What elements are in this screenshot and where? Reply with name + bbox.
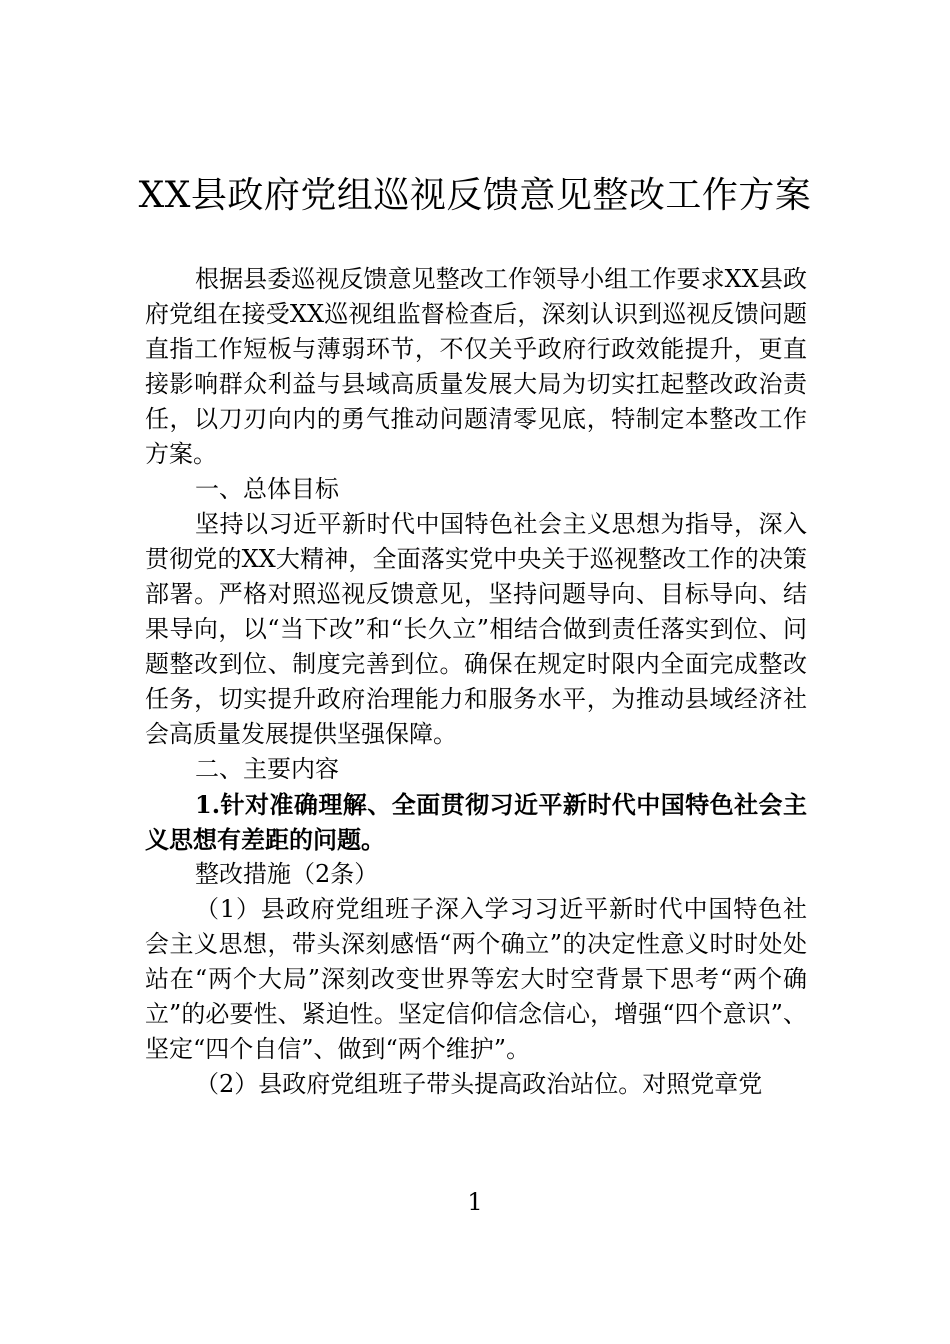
overall-goal-paragraph: 坚持以习近平新时代中国特色社会主义思想为指导，深入贯彻党的XX大精神，全面落实党中央关于巡视整改工作的决策部署。严格对照巡视反馈意见，坚持问题导向、目标导向、结果导向，以“当下改”和“长久立”相结合做到责任落实到位、问题整改到位、制度完善到位。确保在规定时限内全面完成整改任务，切实提升政府治理能力和服务水平，为推动县域经济社会高质量发展提供坚强保障。: [145, 510, 807, 748]
page-number: 1: [467, 1188, 483, 1216]
intro-paragraph: 根据县委巡视反馈意见整改工作领导小组工作要求XX县政府党组在接受XX巡视组监督检查后，深刻认识到巡视反馈问题直指工作短板与薄弱环节，不仅关乎政府行政效能提升，更直接影响群众利益与县域高质量发展大局为切实扛起整改政治责任，以刀刃向内的勇气推动问题清零见底，特制定本整改工作方案。: [145, 265, 807, 468]
document-body: [145, 262, 807, 1102]
section-heading-main-content: 二、主要内容: [195, 755, 339, 783]
issue-1-heading: 1.针对准确理解、全面贯彻习近平新时代中国特色社会主义思想有差距的问题。: [145, 790, 807, 854]
measure-1-paragraph: （1）县政府党组班子深入学习习近平新时代中国特色社会主义思想，带头深刻感悟“两个确立”的决定性意义时时处处站在“两个大局”深刻改变世界等宏大时空背景下思考“两个确立”的必要性、紧迫性。坚定信仰信念信心，增强“四个意识”、坚定“四个自信”、做到“两个维护”。: [145, 895, 807, 1063]
measures-heading: 整改措施（2条）: [195, 860, 379, 888]
section-heading-overall-goal: 一、总体目标: [195, 475, 339, 503]
measure-2-paragraph: （2）县政府党组班子带头提高政治站位。对照党章党: [195, 1070, 763, 1098]
document-title: XX县政府党组巡视反馈意见整改工作方案: [138, 175, 812, 216]
